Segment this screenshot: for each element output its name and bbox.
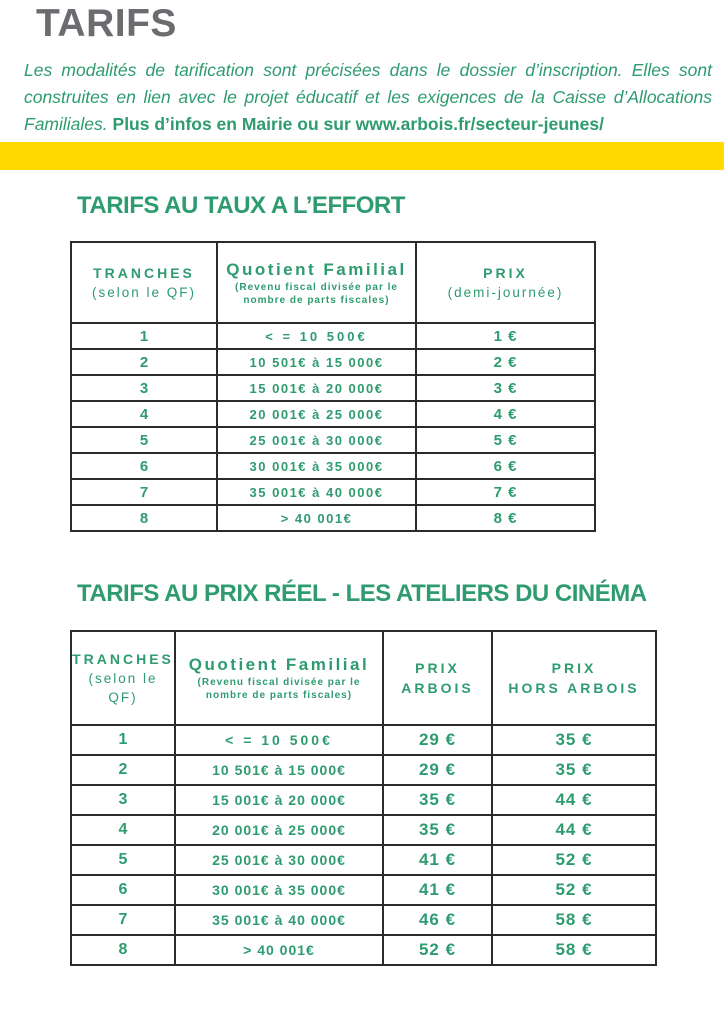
qf-range-cell: 25 001€ à 30 000€ bbox=[175, 845, 383, 875]
prix-hors-arbois-cell: 58 € bbox=[492, 935, 656, 965]
qf-range-cell: > 40 001€ bbox=[217, 505, 416, 531]
prix-cell: 6 € bbox=[416, 453, 595, 479]
qf-range-cell: 30 001€ à 35 000€ bbox=[217, 453, 416, 479]
tranche-cell: 7 bbox=[71, 479, 217, 505]
table-row bbox=[71, 479, 595, 505]
table-row bbox=[71, 349, 595, 375]
quotient-familial-header-title: Quotient Familial bbox=[226, 259, 407, 279]
table-row bbox=[71, 427, 595, 453]
tranche-cell: 4 bbox=[71, 401, 217, 427]
qf-range-cell: 20 001€ à 25 000€ bbox=[175, 815, 383, 845]
table-row bbox=[71, 905, 656, 935]
table-row bbox=[71, 323, 595, 349]
table-row bbox=[71, 375, 595, 401]
tranche-cell: 6 bbox=[71, 453, 217, 479]
prix-hors-arbois-header-line2: HORS ARBOIS bbox=[508, 680, 640, 696]
prix-arbois-cell: 35 € bbox=[383, 785, 492, 815]
prix-arbois-header bbox=[383, 631, 492, 725]
prix-hors-arbois-cell: 44 € bbox=[492, 815, 656, 845]
prix-cell: 5 € bbox=[416, 427, 595, 453]
qf-range-cell: > 40 001€ bbox=[175, 935, 383, 965]
prix-cell: 1 € bbox=[416, 323, 595, 349]
tarifs-cinema-table bbox=[70, 630, 657, 966]
qf-range-cell: 25 001€ à 30 000€ bbox=[217, 427, 416, 453]
tranche-cell: 2 bbox=[71, 755, 175, 785]
prix-arbois-header-line1: PRIX bbox=[415, 660, 460, 676]
tranches-header-title: TRANCHES bbox=[93, 265, 195, 281]
prix-cell: 4 € bbox=[416, 401, 595, 427]
yellow-divider bbox=[0, 142, 724, 170]
tranche-cell: 5 bbox=[71, 427, 217, 453]
intro-paragraph bbox=[24, 57, 712, 138]
tranches-header-title: TRANCHES bbox=[72, 651, 174, 667]
prix-arbois-cell: 46 € bbox=[383, 905, 492, 935]
prix-arbois-cell: 29 € bbox=[383, 725, 492, 755]
prix-arbois-header-line2: ARBOIS bbox=[401, 680, 474, 696]
tranches-header-sub: (selon le QF) bbox=[88, 671, 158, 705]
tranche-cell: 8 bbox=[71, 505, 217, 531]
prix-hors-arbois-cell: 52 € bbox=[492, 875, 656, 905]
page-title: TARIFS bbox=[36, 2, 177, 45]
prix-header bbox=[416, 242, 595, 323]
qf-range-cell: 30 001€ à 35 000€ bbox=[175, 875, 383, 905]
table-row bbox=[71, 505, 595, 531]
tranche-cell: 1 bbox=[71, 725, 175, 755]
tranche-cell: 6 bbox=[71, 875, 175, 905]
qf-range-cell: < = 10 500€ bbox=[175, 725, 383, 755]
header-row bbox=[71, 631, 656, 725]
tranche-cell: 3 bbox=[71, 375, 217, 401]
tranches-header bbox=[71, 631, 175, 725]
table-row bbox=[71, 453, 595, 479]
table-row bbox=[71, 725, 656, 755]
qf-range-cell: 15 001€ à 20 000€ bbox=[217, 375, 416, 401]
qf-range-cell: 10 501€ à 15 000€ bbox=[175, 755, 383, 785]
prix-arbois-cell: 52 € bbox=[383, 935, 492, 965]
table-row bbox=[71, 401, 595, 427]
tranche-cell: 8 bbox=[71, 935, 175, 965]
table-row bbox=[71, 755, 656, 785]
tranche-cell: 5 bbox=[71, 845, 175, 875]
prix-hors-arbois-header bbox=[492, 631, 656, 725]
prix-header-title: PRIX bbox=[483, 265, 528, 281]
prix-hors-arbois-cell: 52 € bbox=[492, 845, 656, 875]
tranche-cell: 1 bbox=[71, 323, 217, 349]
qf-range-cell: 20 001€ à 25 000€ bbox=[217, 401, 416, 427]
prix-header-sub: (demi-journée) bbox=[447, 285, 564, 300]
tranches-header-sub: (selon le QF) bbox=[91, 285, 197, 300]
tranche-cell: 7 bbox=[71, 905, 175, 935]
prix-hors-arbois-cell: 58 € bbox=[492, 905, 656, 935]
table-row bbox=[71, 935, 656, 965]
prix-hors-arbois-cell: 44 € bbox=[492, 785, 656, 815]
section2-heading: TARIFS AU PRIX RÉEL - LES ATELIERS DU CINÉMA bbox=[77, 580, 647, 607]
tarifs-effort-table-header bbox=[71, 242, 595, 323]
tranche-cell: 2 bbox=[71, 349, 217, 375]
tranche-cell: 4 bbox=[71, 815, 175, 845]
table-row bbox=[71, 815, 656, 845]
qf-range-cell: 35 001€ à 40 000€ bbox=[175, 905, 383, 935]
prix-arbois-cell: 35 € bbox=[383, 815, 492, 845]
qf-range-cell: 15 001€ à 20 000€ bbox=[175, 785, 383, 815]
prix-cell: 8 € bbox=[416, 505, 595, 531]
tranches-header bbox=[71, 242, 217, 323]
quotient-familial-header-sub: (Revenu fiscal divisée par le nombre de parts fiscales) bbox=[197, 677, 361, 701]
prix-hors-arbois-cell: 35 € bbox=[492, 725, 656, 755]
prix-hors-arbois-cell: 35 € bbox=[492, 755, 656, 785]
quotient-familial-header-sub: (Revenu fiscal divisée par le nombre de parts fiscales) bbox=[235, 281, 398, 306]
quotient-familial-header-title: Quotient Familial bbox=[188, 655, 370, 674]
intro-info-text: Plus d’infos en Mairie ou sur www.arbois.fr/secteur-jeunes/ bbox=[112, 114, 604, 134]
prix-hors-arbois-header-line1: PRIX bbox=[551, 660, 597, 676]
section1-heading: TARIFS AU TAUX A L’EFFORT bbox=[77, 192, 405, 219]
prix-cell: 3 € bbox=[416, 375, 595, 401]
qf-range-cell: 10 501€ à 15 000€ bbox=[217, 349, 416, 375]
tarifs-cinema-table-header bbox=[71, 631, 656, 725]
intro-text: Les modalités de tarification sont précisées dans le dossier d’inscription. Elles sont construites en lien avec le projet éducatif et les exigences de la Caisse d’Allocations Familiales. bbox=[24, 60, 712, 134]
tarifs-effort-table bbox=[70, 241, 596, 532]
table-row bbox=[71, 785, 656, 815]
qf-range-cell: 35 001€ à 40 000€ bbox=[217, 479, 416, 505]
tranche-cell: 3 bbox=[71, 785, 175, 815]
qf-range-cell: < = 10 500€ bbox=[217, 323, 416, 349]
prix-arbois-cell: 41 € bbox=[383, 875, 492, 905]
header-row bbox=[71, 242, 595, 323]
prix-arbois-cell: 29 € bbox=[383, 755, 492, 785]
table-row bbox=[71, 845, 656, 875]
prix-cell: 2 € bbox=[416, 349, 595, 375]
table-row bbox=[71, 875, 656, 905]
quotient-familial-header bbox=[175, 631, 383, 725]
quotient-familial-header bbox=[217, 242, 416, 323]
prix-arbois-cell: 41 € bbox=[383, 845, 492, 875]
prix-cell: 7 € bbox=[416, 479, 595, 505]
